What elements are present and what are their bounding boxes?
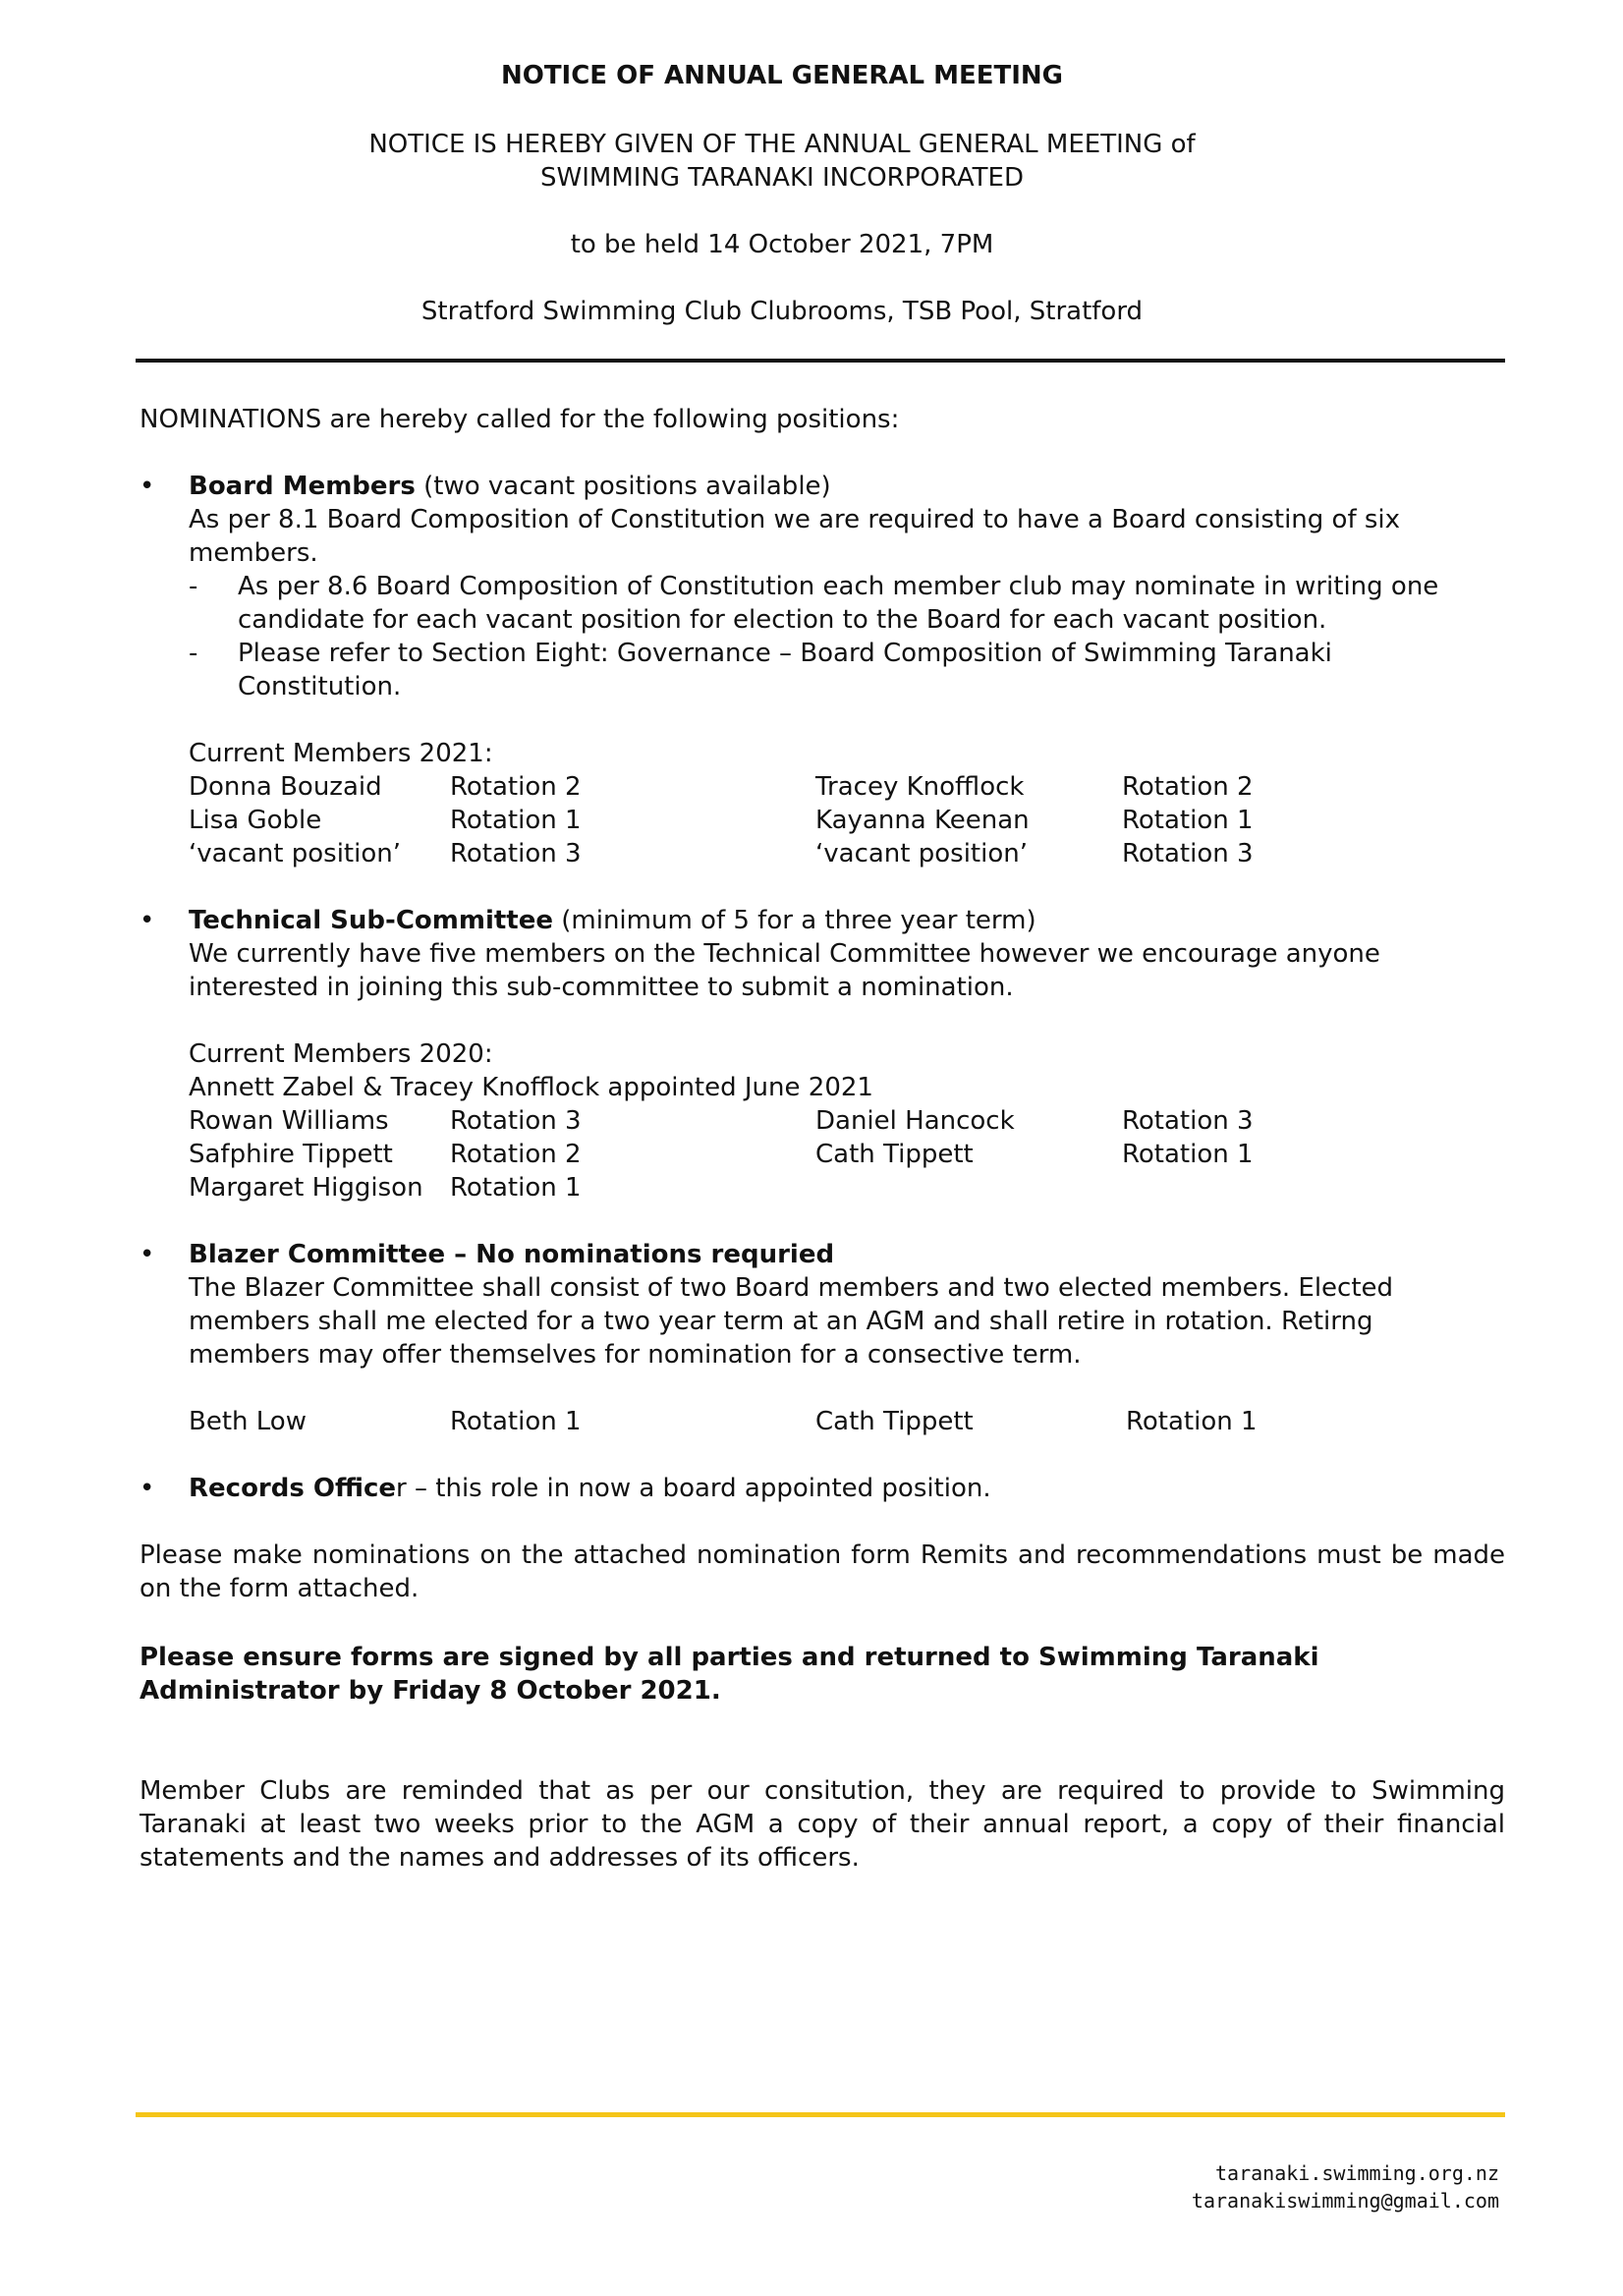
ensure-paragraph: Please ensure forms are signed by all parties and returned to Swimming Taranaki Administrator by Friday 8 October 2021.: [140, 1643, 1319, 1706]
board-line-2: members.: [189, 538, 318, 568]
member-rotation: Rotation 1: [450, 1407, 582, 1436]
records-heading-rest: r – this role in now a board appointed position.: [396, 1474, 991, 1503]
blazer-line-2: members shall me elected for a two year term at an AGM and shall retire in rotation. Retirng: [189, 1307, 1373, 1336]
board-heading-label: Board Members: [189, 472, 416, 501]
records-heading-label: Records Office: [189, 1474, 397, 1503]
member-name: Safphire Tippett: [189, 1140, 393, 1169]
reminder-paragraph: Member Clubs are reminded that as per our consitution, they are required to provide to Swimming Taranaki at least two weeks prior to the AGM a copy of their annual report, a copy of their financial statements and the names and addresses of its officers.: [140, 1776, 1505, 1873]
member-name: Beth Low: [189, 1407, 307, 1436]
technical-heading: [189, 904, 1505, 937]
footer-email[interactable]: taranakiswimming@gmail.com: [1191, 2189, 1499, 2212]
board-dash-1-line-1: As per 8.6 Board Composition of Constitution each member club may nominate in writing one: [238, 572, 1439, 601]
technical-line-1: We currently have five members on the Technical Committee however we encourage anyone: [189, 939, 1380, 969]
meeting-venue: Stratford Swimming Club Clubrooms, TSB Pool, Stratford: [420, 297, 1144, 326]
technical-heading-label: Technical Sub-Committee: [189, 906, 553, 935]
records-heading: [189, 1472, 1505, 1505]
member-rotation: Rotation 1: [450, 1173, 582, 1203]
header-divider: [136, 359, 1505, 363]
member-name: Donna Bouzaid: [189, 772, 382, 802]
notice-line-1: NOTICE IS HEREBY GIVEN OF THE ANNUAL GENERAL MEETING of: [368, 130, 1196, 159]
blazer-line-3: members may offer themselves for nomination for a consective term.: [189, 1340, 1082, 1370]
member-rotation: Rotation 1: [1122, 806, 1254, 835]
board-dash-2-line-1: Please refer to Section Eight: Governance – Board Composition of Swimming Taranaki: [238, 639, 1332, 668]
document-title: NOTICE OF ANNUAL GENERAL MEETING: [500, 61, 1064, 90]
member-rotation: Rotation 1: [1122, 1140, 1254, 1169]
member-name: ‘vacant position’: [189, 839, 401, 868]
member-rotation: Rotation 1: [450, 806, 582, 835]
member-name: Lisa Goble: [189, 806, 322, 835]
board-dash-1-line-2: candidate for each vacant position for election to the Board for each vacant position.: [238, 605, 1327, 635]
technical-heading-note: (minimum of 5 for a three year term): [552, 906, 1036, 935]
member-name: Daniel Hancock: [815, 1106, 1015, 1136]
board-heading: [189, 470, 1505, 503]
member-rotation: Rotation 2: [450, 1140, 582, 1169]
member-rotation: Rotation 2: [450, 772, 582, 802]
member-name: Tracey Knofflock: [815, 772, 1025, 802]
board-dash-2-line-2: Constitution.: [238, 672, 402, 701]
member-rotation: Rotation 1: [1126, 1407, 1258, 1436]
bullet-records: •: [140, 1474, 155, 1503]
member-name: Cath Tippett: [815, 1407, 974, 1436]
member-rotation: Rotation 3: [1122, 839, 1254, 868]
board-dash-2: -: [189, 639, 198, 668]
technical-line-2: interested in joining this sub-committee to submit a nomination.: [189, 973, 1014, 1002]
board-line-1: As per 8.1 Board Composition of Constitution we are required to have a Board consisting of six: [189, 505, 1401, 534]
bullet-blazer: •: [140, 1240, 155, 1269]
bullet-board: •: [140, 472, 155, 501]
member-name: Margaret Higgison: [189, 1173, 423, 1203]
nominations-intro: NOMINATIONS are hereby called for the following positions:: [140, 405, 900, 434]
member-name: ‘vacant position’: [815, 839, 1028, 868]
technical-appointed: Annett Zabel & Tracey Knofflock appointed June 2021: [189, 1073, 873, 1102]
member-name: Cath Tippett: [815, 1140, 974, 1169]
meeting-date: to be held 14 October 2021, 7PM: [570, 230, 994, 259]
blazer-line-1: The Blazer Committee shall consist of two Board members and two elected members. Elected: [189, 1273, 1394, 1303]
member-rotation: Rotation 2: [1122, 772, 1254, 802]
notice-line-2: SWIMMING TARANAKI INCORPORATED: [540, 163, 1024, 193]
member-rotation: Rotation 3: [1122, 1106, 1254, 1136]
footer-website[interactable]: taranaki.swimming.org.nz: [1215, 2161, 1499, 2185]
board-dash-1: -: [189, 572, 198, 601]
member-name: Rowan Williams: [189, 1106, 389, 1136]
footer-divider: [136, 2112, 1505, 2117]
nominations-paragraph: Please make nominations on the attached nomination form Remits and recommendations must be made on the form attached.: [140, 1540, 1505, 1603]
bullet-technical: •: [140, 906, 155, 935]
technical-members-heading: Current Members 2020:: [189, 1039, 493, 1069]
member-rotation: Rotation 3: [450, 1106, 582, 1136]
blazer-heading: Blazer Committee – No nominations requried: [189, 1240, 835, 1269]
board-members-heading: Current Members 2021:: [189, 739, 493, 768]
member-name: Kayanna Keenan: [815, 806, 1030, 835]
board-heading-note: (two vacant positions available): [415, 472, 831, 501]
member-rotation: Rotation 3: [450, 839, 582, 868]
